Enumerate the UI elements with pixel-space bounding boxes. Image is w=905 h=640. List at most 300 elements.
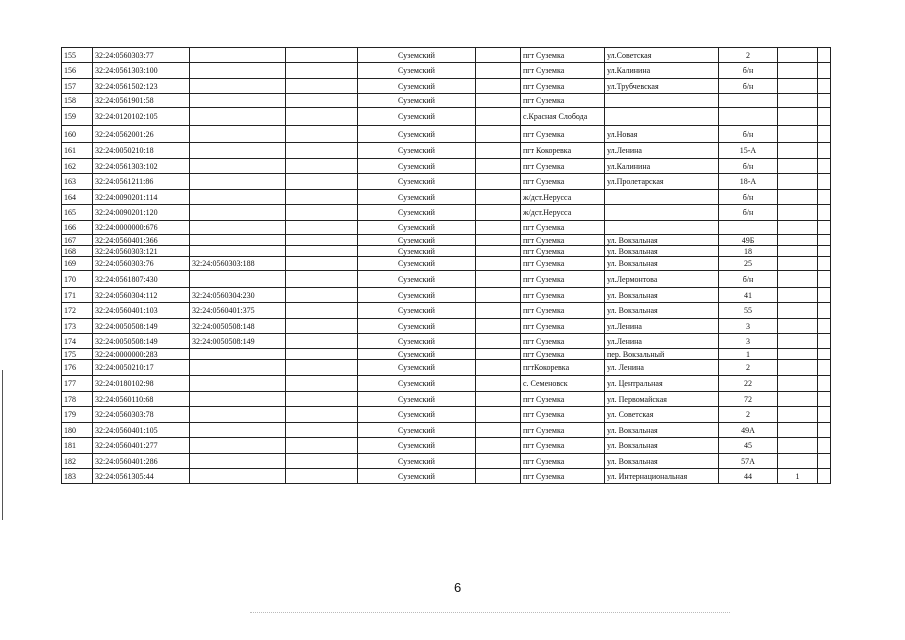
- house-number: 18: [719, 246, 778, 257]
- table-row: [62, 174, 831, 190]
- linked-cadastral-number: [190, 438, 286, 454]
- extra-value: [778, 235, 818, 246]
- street-name: ул.Ленина: [605, 319, 719, 334]
- house-number: б/н: [719, 79, 778, 94]
- settlement-name: пгт Суземка: [521, 303, 605, 319]
- street-name: ул. Вокзальная: [605, 235, 719, 246]
- house-number: б/н: [719, 190, 778, 205]
- empty-cell: [476, 288, 521, 303]
- extra-value: 1: [778, 469, 818, 484]
- extra-value: [778, 108, 818, 126]
- empty-cell: [286, 190, 358, 205]
- house-number: б/н: [719, 126, 778, 143]
- table-row: [62, 303, 831, 319]
- district-name: Суземский: [358, 190, 476, 205]
- table-row: [62, 143, 831, 159]
- linked-cadastral-number: [190, 246, 286, 257]
- house-number: 2: [719, 407, 778, 423]
- street-name: [605, 94, 719, 108]
- empty-cell: [286, 288, 358, 303]
- empty-cell: [476, 423, 521, 438]
- house-number: 72: [719, 392, 778, 407]
- settlement-name: пгт Суземка: [521, 94, 605, 108]
- empty-cell: [286, 63, 358, 79]
- extra-value: [778, 423, 818, 438]
- empty-cell: [476, 159, 521, 174]
- empty-cell: [286, 246, 358, 257]
- house-number: 49А: [719, 423, 778, 438]
- linked-cadastral-number: [190, 94, 286, 108]
- table-row: [62, 423, 831, 438]
- empty-cell: [286, 334, 358, 349]
- street-name: [605, 205, 719, 221]
- empty-cell: [476, 407, 521, 423]
- cadastral-number: 32:24:0560401:105: [93, 423, 190, 438]
- street-name: ул. Вокзальная: [605, 438, 719, 454]
- empty-cell: [476, 63, 521, 79]
- row-number: 180: [62, 423, 93, 438]
- settlement-name: пгт Суземка: [521, 407, 605, 423]
- empty-cell: [286, 469, 358, 484]
- district-name: Суземский: [358, 79, 476, 94]
- empty-cell: [286, 205, 358, 221]
- row-number: 174: [62, 334, 93, 349]
- house-number: б/н: [719, 63, 778, 79]
- cadastral-number: 32:24:0090201:114: [93, 190, 190, 205]
- cadastral-number: 32:24:0561211:86: [93, 174, 190, 190]
- extra-value: [818, 360, 831, 376]
- settlement-name: пгт Суземка: [521, 221, 605, 235]
- linked-cadastral-number: [190, 63, 286, 79]
- empty-cell: [476, 235, 521, 246]
- settlement-name: ж/дст.Нерусса: [521, 190, 605, 205]
- extra-value: [778, 246, 818, 257]
- settlement-name: пгт Суземка: [521, 126, 605, 143]
- settlement-name: пгт Суземка: [521, 48, 605, 63]
- district-name: Суземский: [358, 407, 476, 423]
- house-number: 1: [719, 349, 778, 360]
- cadastral-number: 32:24:0560401:103: [93, 303, 190, 319]
- empty-cell: [476, 174, 521, 190]
- linked-cadastral-number: [190, 143, 286, 159]
- street-name: ул.Трубчевская: [605, 79, 719, 94]
- row-number: 158: [62, 94, 93, 108]
- settlement-name: пгт Суземка: [521, 349, 605, 360]
- extra-value: [818, 334, 831, 349]
- linked-cadastral-number: [190, 271, 286, 288]
- district-name: Суземский: [358, 349, 476, 360]
- extra-value: [818, 63, 831, 79]
- house-number: б/н: [719, 271, 778, 288]
- empty-cell: [286, 438, 358, 454]
- empty-cell: [286, 143, 358, 159]
- row-number: 172: [62, 303, 93, 319]
- cadastral-number: 32:24:0560401:277: [93, 438, 190, 454]
- extra-value: [818, 94, 831, 108]
- street-name: ул. Вокзальная: [605, 303, 719, 319]
- street-name: [605, 221, 719, 235]
- row-number: 176: [62, 360, 93, 376]
- table-row: [62, 246, 831, 257]
- extra-value: [778, 360, 818, 376]
- extra-value: [778, 63, 818, 79]
- empty-cell: [286, 174, 358, 190]
- empty-cell: [286, 221, 358, 235]
- row-number: 175: [62, 349, 93, 360]
- linked-cadastral-number: [190, 235, 286, 246]
- settlement-name: пгт Суземка: [521, 454, 605, 469]
- settlement-name: пгт Суземка: [521, 319, 605, 334]
- street-name: ул.Калинина: [605, 159, 719, 174]
- extra-value: [778, 94, 818, 108]
- district-name: Суземский: [358, 63, 476, 79]
- empty-cell: [476, 126, 521, 143]
- district-name: Суземский: [358, 221, 476, 235]
- street-name: ул.Лермонтова: [605, 271, 719, 288]
- cadastral-number: 32:24:0560303:77: [93, 48, 190, 63]
- extra-value: [818, 221, 831, 235]
- extra-value: [818, 235, 831, 246]
- district-name: Суземский: [358, 159, 476, 174]
- table-row: [62, 79, 831, 94]
- scan-noise-line: [250, 612, 730, 614]
- empty-cell: [286, 423, 358, 438]
- extra-value: [778, 205, 818, 221]
- district-name: Суземский: [358, 174, 476, 190]
- extra-value: [778, 174, 818, 190]
- table-row: [62, 94, 831, 108]
- house-number: 49Б: [719, 235, 778, 246]
- empty-cell: [286, 94, 358, 108]
- row-number: 165: [62, 205, 93, 221]
- cadastral-number: 32:24:0560401:366: [93, 235, 190, 246]
- district-name: Суземский: [358, 392, 476, 407]
- empty-cell: [286, 407, 358, 423]
- scan-margin-line: [2, 370, 3, 520]
- district-name: Суземский: [358, 319, 476, 334]
- cadastral-number: 32:24:0050210:17: [93, 360, 190, 376]
- table-body: [62, 48, 831, 484]
- extra-value: [778, 319, 818, 334]
- linked-cadastral-number: 32:24:0560401:375: [190, 303, 286, 319]
- row-number: 171: [62, 288, 93, 303]
- linked-cadastral-number: 32:24:0560304:230: [190, 288, 286, 303]
- table-row: [62, 438, 831, 454]
- extra-value: [818, 257, 831, 271]
- table-row: [62, 190, 831, 205]
- house-number: 57А: [719, 454, 778, 469]
- street-name: ул.Ленина: [605, 334, 719, 349]
- table-row: [62, 319, 831, 334]
- cadastral-number: 32:24:0560303:78: [93, 407, 190, 423]
- empty-cell: [286, 48, 358, 63]
- linked-cadastral-number: 32:24:0560303:188: [190, 257, 286, 271]
- table-row: [62, 288, 831, 303]
- settlement-name: пгтКокоревка: [521, 360, 605, 376]
- extra-value: [778, 143, 818, 159]
- row-number: 177: [62, 376, 93, 392]
- extra-value: [818, 423, 831, 438]
- row-number: 155: [62, 48, 93, 63]
- street-name: пер. Вокзальный: [605, 349, 719, 360]
- empty-cell: [476, 94, 521, 108]
- cadastral-number: 32:24:0561305:44: [93, 469, 190, 484]
- extra-value: [778, 221, 818, 235]
- linked-cadastral-number: [190, 159, 286, 174]
- settlement-name: пгт Суземка: [521, 174, 605, 190]
- row-number: 164: [62, 190, 93, 205]
- empty-cell: [476, 303, 521, 319]
- linked-cadastral-number: [190, 190, 286, 205]
- street-name: ул. Вокзальная: [605, 257, 719, 271]
- row-number: 157: [62, 79, 93, 94]
- street-name: ул. Вокзальная: [605, 454, 719, 469]
- table-row: [62, 376, 831, 392]
- settlement-name: пгт Кокоревка: [521, 143, 605, 159]
- district-name: Суземский: [358, 48, 476, 63]
- linked-cadastral-number: [190, 469, 286, 484]
- street-name: ул.Советская: [605, 48, 719, 63]
- extra-value: [778, 376, 818, 392]
- extra-value: [818, 108, 831, 126]
- empty-cell: [476, 454, 521, 469]
- empty-cell: [476, 334, 521, 349]
- street-name: ул.Пролетарская: [605, 174, 719, 190]
- linked-cadastral-number: [190, 407, 286, 423]
- settlement-name: пгт Суземка: [521, 159, 605, 174]
- extra-value: [778, 79, 818, 94]
- table-row: [62, 257, 831, 271]
- empty-cell: [286, 108, 358, 126]
- street-name: ул. Вокзальная: [605, 423, 719, 438]
- street-name: ул.Новая: [605, 126, 719, 143]
- extra-value: [778, 271, 818, 288]
- empty-cell: [286, 349, 358, 360]
- empty-cell: [286, 392, 358, 407]
- table-row: [62, 48, 831, 63]
- linked-cadastral-number: [190, 392, 286, 407]
- settlement-name: пгт Суземка: [521, 246, 605, 257]
- extra-value: [818, 190, 831, 205]
- extra-value: [778, 257, 818, 271]
- extra-value: [818, 205, 831, 221]
- house-number: б/н: [719, 159, 778, 174]
- empty-cell: [286, 257, 358, 271]
- district-name: Суземский: [358, 257, 476, 271]
- house-number: [719, 221, 778, 235]
- street-name: ул.Калинина: [605, 63, 719, 79]
- table-row: [62, 159, 831, 174]
- table-row: [62, 334, 831, 349]
- row-number: 163: [62, 174, 93, 190]
- street-name: ул. Первомайская: [605, 392, 719, 407]
- house-number: 3: [719, 319, 778, 334]
- property-register-table: [61, 47, 831, 484]
- empty-cell: [476, 319, 521, 334]
- district-name: Суземский: [358, 376, 476, 392]
- cadastral-number: 32:24:0561502:123: [93, 79, 190, 94]
- row-number: 167: [62, 235, 93, 246]
- extra-value: [818, 469, 831, 484]
- empty-cell: [286, 271, 358, 288]
- extra-value: [778, 454, 818, 469]
- row-number: 173: [62, 319, 93, 334]
- empty-cell: [476, 376, 521, 392]
- row-number: 161: [62, 143, 93, 159]
- extra-value: [778, 190, 818, 205]
- empty-cell: [476, 246, 521, 257]
- district-name: Суземский: [358, 235, 476, 246]
- extra-value: [818, 407, 831, 423]
- district-name: Суземский: [358, 454, 476, 469]
- extra-value: [778, 349, 818, 360]
- cadastral-number: 32:24:0561807:430: [93, 271, 190, 288]
- house-number: 22: [719, 376, 778, 392]
- district-name: Суземский: [358, 303, 476, 319]
- district-name: Суземский: [358, 271, 476, 288]
- linked-cadastral-number: [190, 108, 286, 126]
- table-row: [62, 205, 831, 221]
- linked-cadastral-number: [190, 423, 286, 438]
- cadastral-number: 32:24:0560304:112: [93, 288, 190, 303]
- cadastral-number: 32:24:0050508:149: [93, 319, 190, 334]
- cadastral-number: 32:24:0000000:676: [93, 221, 190, 235]
- settlement-name: с.Красная Слобода: [521, 108, 605, 126]
- extra-value: [818, 79, 831, 94]
- table-row: [62, 349, 831, 360]
- district-name: Суземский: [358, 246, 476, 257]
- linked-cadastral-number: [190, 221, 286, 235]
- empty-cell: [286, 79, 358, 94]
- street-name: ул.Ленина: [605, 143, 719, 159]
- table-row: [62, 126, 831, 143]
- house-number: 25: [719, 257, 778, 271]
- district-name: Суземский: [358, 143, 476, 159]
- empty-cell: [476, 190, 521, 205]
- extra-value: [818, 48, 831, 63]
- street-name: [605, 108, 719, 126]
- extra-value: [818, 288, 831, 303]
- extra-value: [778, 288, 818, 303]
- linked-cadastral-number: [190, 360, 286, 376]
- settlement-name: пгт Суземка: [521, 438, 605, 454]
- page-number: 6: [454, 580, 462, 595]
- settlement-name: пгт Суземка: [521, 63, 605, 79]
- empty-cell: [476, 108, 521, 126]
- linked-cadastral-number: [190, 205, 286, 221]
- empty-cell: [286, 159, 358, 174]
- house-number: 45: [719, 438, 778, 454]
- settlement-name: пгт Суземка: [521, 423, 605, 438]
- empty-cell: [286, 376, 358, 392]
- extra-value: [818, 143, 831, 159]
- extra-value: [778, 407, 818, 423]
- table-row: [62, 221, 831, 235]
- street-name: ул. Ленина: [605, 360, 719, 376]
- street-name: ул. Интернациональная: [605, 469, 719, 484]
- empty-cell: [476, 143, 521, 159]
- extra-value: [778, 392, 818, 407]
- cadastral-number: 32:24:0050210:18: [93, 143, 190, 159]
- cadastral-number: 32:24:0560110:68: [93, 392, 190, 407]
- table-row: [62, 360, 831, 376]
- house-number: 18-А: [719, 174, 778, 190]
- cadastral-number: 32:24:0562001:26: [93, 126, 190, 143]
- row-number: 159: [62, 108, 93, 126]
- cadastral-number: 32:24:0120102:105: [93, 108, 190, 126]
- extra-value: [818, 349, 831, 360]
- linked-cadastral-number: 32:24:0050508:148: [190, 319, 286, 334]
- district-name: Суземский: [358, 360, 476, 376]
- empty-cell: [476, 360, 521, 376]
- cadastral-number: 32:24:0561303:102: [93, 159, 190, 174]
- empty-cell: [286, 126, 358, 143]
- empty-cell: [286, 360, 358, 376]
- house-number: 3: [719, 334, 778, 349]
- linked-cadastral-number: [190, 48, 286, 63]
- settlement-name: пгт Суземка: [521, 469, 605, 484]
- empty-cell: [476, 257, 521, 271]
- district-name: Суземский: [358, 438, 476, 454]
- row-number: 162: [62, 159, 93, 174]
- table-row: [62, 108, 831, 126]
- linked-cadastral-number: [190, 79, 286, 94]
- extra-value: [818, 319, 831, 334]
- settlement-name: пгт Суземка: [521, 257, 605, 271]
- table-row: [62, 469, 831, 484]
- district-name: Суземский: [358, 94, 476, 108]
- cadastral-number: 32:24:0561901:58: [93, 94, 190, 108]
- row-number: 160: [62, 126, 93, 143]
- extra-value: [818, 392, 831, 407]
- table-row: [62, 407, 831, 423]
- empty-cell: [476, 469, 521, 484]
- empty-cell: [286, 454, 358, 469]
- house-number: [719, 108, 778, 126]
- empty-cell: [476, 349, 521, 360]
- house-number: 2: [719, 48, 778, 63]
- cadastral-number: 32:24:0560303:121: [93, 246, 190, 257]
- cadastral-number: 32:24:0000000:283: [93, 349, 190, 360]
- empty-cell: [286, 319, 358, 334]
- extra-value: [818, 303, 831, 319]
- street-name: ул. Центральная: [605, 376, 719, 392]
- district-name: Суземский: [358, 288, 476, 303]
- district-name: Суземский: [358, 108, 476, 126]
- extra-value: [818, 246, 831, 257]
- linked-cadastral-number: [190, 376, 286, 392]
- linked-cadastral-number: [190, 174, 286, 190]
- extra-value: [778, 48, 818, 63]
- district-name: Суземский: [358, 126, 476, 143]
- row-number: 169: [62, 257, 93, 271]
- street-name: ул. Вокзальная: [605, 246, 719, 257]
- street-name: [605, 190, 719, 205]
- table-row: [62, 392, 831, 407]
- empty-cell: [476, 271, 521, 288]
- street-name: ул. Вокзальная: [605, 288, 719, 303]
- cadastral-number: 32:24:0180102:98: [93, 376, 190, 392]
- row-number: 179: [62, 407, 93, 423]
- empty-cell: [286, 303, 358, 319]
- empty-cell: [476, 438, 521, 454]
- extra-value: [778, 334, 818, 349]
- row-number: 178: [62, 392, 93, 407]
- row-number: 181: [62, 438, 93, 454]
- extra-value: [818, 174, 831, 190]
- empty-cell: [476, 221, 521, 235]
- empty-cell: [476, 205, 521, 221]
